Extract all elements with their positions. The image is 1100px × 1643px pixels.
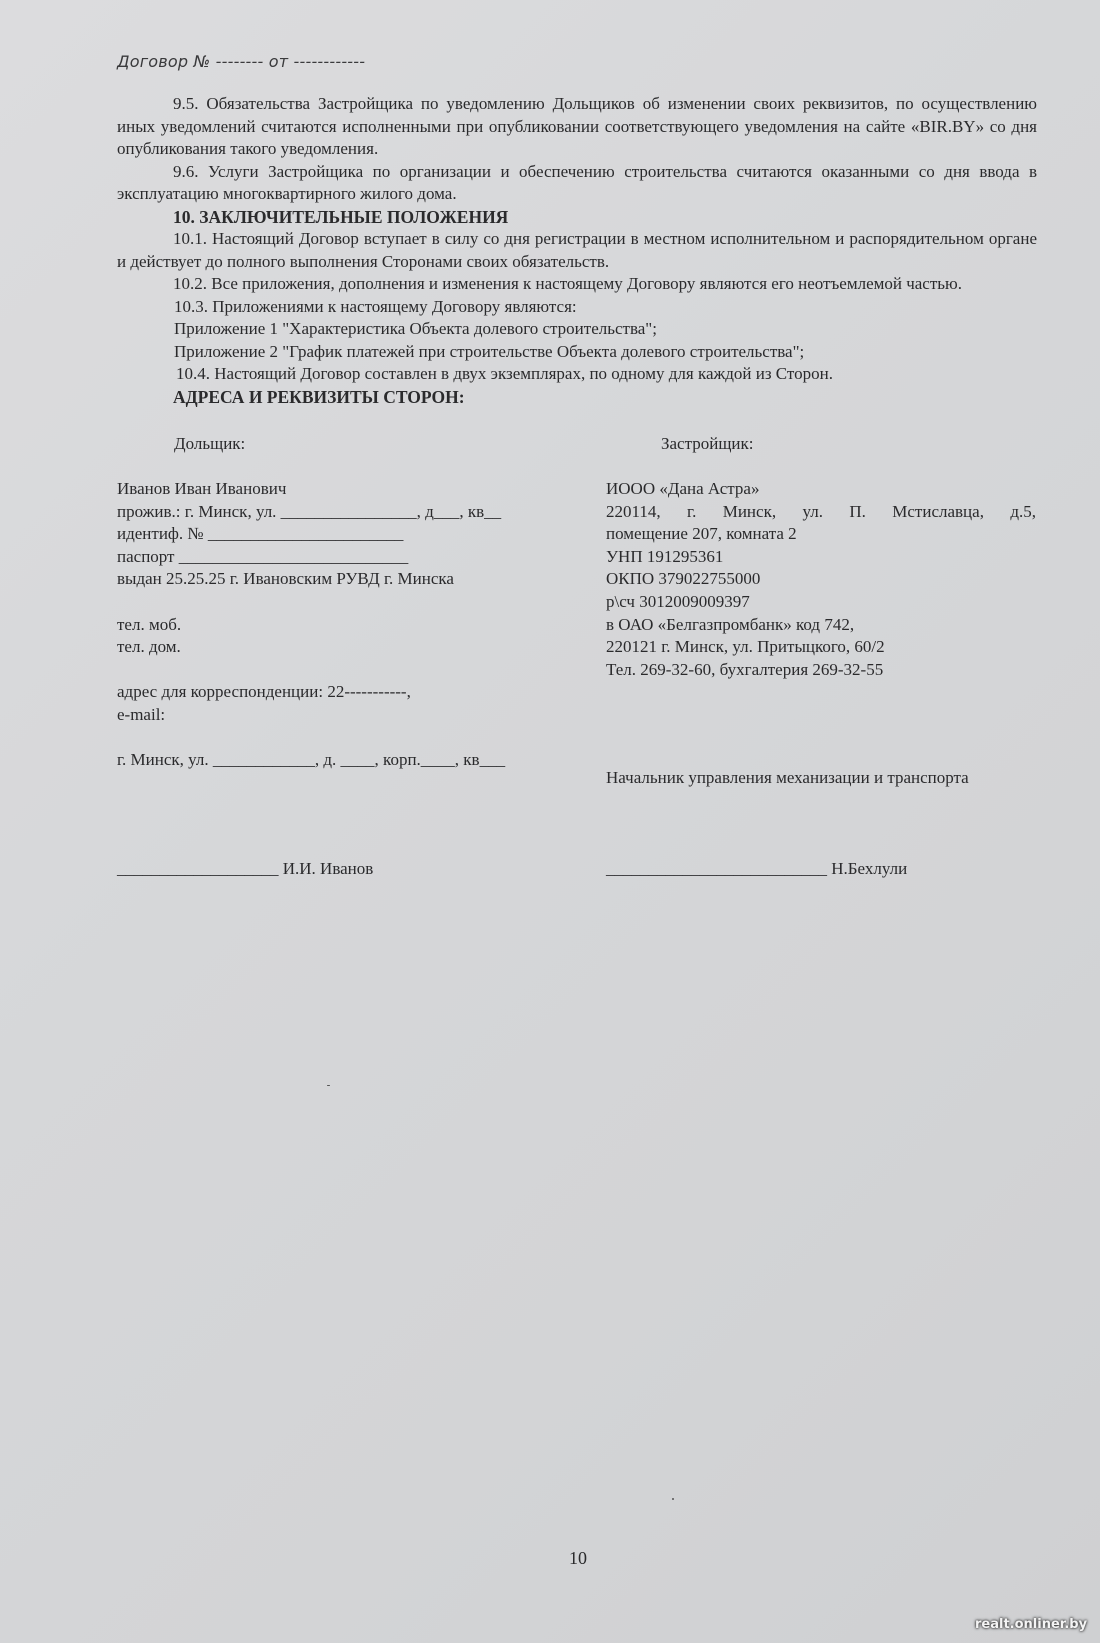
spacer <box>117 727 577 750</box>
developer-signatory-title: Начальник управления механизации и транспорта <box>606 768 969 787</box>
clause-9-6: 9.6. Услуги Застройщика по организации и обеспечению строительства считаются оказанными со дня ввода в эксплуатацию многоквартирного жилого дома. <box>117 161 1037 203</box>
developer-address-line1: 220114, г. Минск, ул. П. Мстиславца, д.5, <box>606 501 1036 521</box>
spacer <box>117 591 577 614</box>
shareholder-address: г. Минск, ул. ____________, д. ____, корп.____, кв___ <box>117 750 506 770</box>
appendix-2: Приложение 2 "График платежей при строительстве Объекта долевого строительства"; <box>174 341 805 361</box>
developer-details <box>606 478 1036 681</box>
shareholder-correspondence-address: адрес для корреспонденции: 22-----------, <box>117 682 411 702</box>
contract-header: Договор № -------- от ------------ <box>117 52 366 71</box>
paper-speck <box>327 1085 330 1086</box>
developer-phones: Тел. 269-32-60, бухгалтерия 269-32-55 <box>606 659 884 679</box>
section-10-heading: 10. ЗАКЛЮЧИТЕЛЬНЫЕ ПОЛОЖЕНИЯ <box>173 206 509 227</box>
watermark: realt.onliner.by <box>975 1617 1088 1632</box>
shareholder-phone-home: тел. дом. <box>117 637 181 657</box>
shareholder-passport-issued: выдан 25.25.25 г. Ивановским РУВД г. Минска <box>117 569 454 589</box>
shareholder-details <box>117 478 577 772</box>
developer-name: ИООО «Дана Астра» <box>606 479 760 498</box>
clause-10-2: 10.2. Все приложения, дополнения и изменения к настоящему Договору являются его неотъемлемой частью. <box>173 274 962 293</box>
developer-account: р\сч 3012009009397 <box>606 591 750 611</box>
shareholder-name: Иванов Иван Иванович <box>117 479 287 498</box>
clause-10-4: 10.4. Настоящий Договор составлен в двух экземплярах, по одному для каждой из Сторон. <box>176 364 833 383</box>
shareholder-label: Дольщик: <box>174 434 246 453</box>
developer-label: Застройщик: <box>661 434 754 453</box>
clause-10-1: 10.1. Настоящий Договор вступает в силу со дня регистрации в местном исполнительном и распорядительном органе и действует до полного выполнения Сторонами своих обязательств. <box>117 229 1037 271</box>
shareholder-phone-mobile: тел. моб. <box>117 614 182 634</box>
clause-10-3: 10.3. Приложениями к настоящему Договору являются: <box>174 296 577 316</box>
appendix-1: Приложение 1 "Характеристика Объекта долевого строительства"; <box>174 319 657 338</box>
shareholder-signature-line: ___________________ И.И. Иванов <box>117 859 374 878</box>
developer-bank: в ОАО «Белгазпромбанк» код 742, <box>606 614 855 634</box>
spacer <box>117 659 577 682</box>
developer-bank-address: 220121 г. Минск, ул. Притыцкого, 60/2 <box>606 637 885 657</box>
shareholder-residence: прожив.: г. Минск, ул. ________________, д___, кв__ <box>117 501 502 521</box>
shareholder-passport: паспорт ___________________________ <box>117 546 409 566</box>
paper-speck <box>672 1498 674 1500</box>
parties-heading: АДРЕСА И РЕКВИЗИТЫ СТОРОН: <box>173 386 465 407</box>
developer-address-line2: помещение 207, комната 2 <box>606 524 797 544</box>
developer-unp: УНП 191295361 <box>606 546 724 566</box>
developer-okpo: ОКПО 379022755000 <box>606 569 761 589</box>
page-number: 10 <box>569 1548 587 1568</box>
shareholder-id-number: идентиф. № _______________________ <box>117 524 404 544</box>
shareholder-email: e-mail: <box>117 704 166 724</box>
developer-signature-line: __________________________ Н.Бехлули <box>606 859 908 878</box>
contract-body <box>117 93 1037 408</box>
clause-9-5: 9.5. Обязательства Застройщика по уведомлению Дольщиков об изменении своих реквизитов, по осуществлению иных уведомлений считаются исполненными при опубликовании соответствующего уведомления на сайте «BIR.BY» со дня опубликования такого уведомления. <box>117 94 1037 158</box>
